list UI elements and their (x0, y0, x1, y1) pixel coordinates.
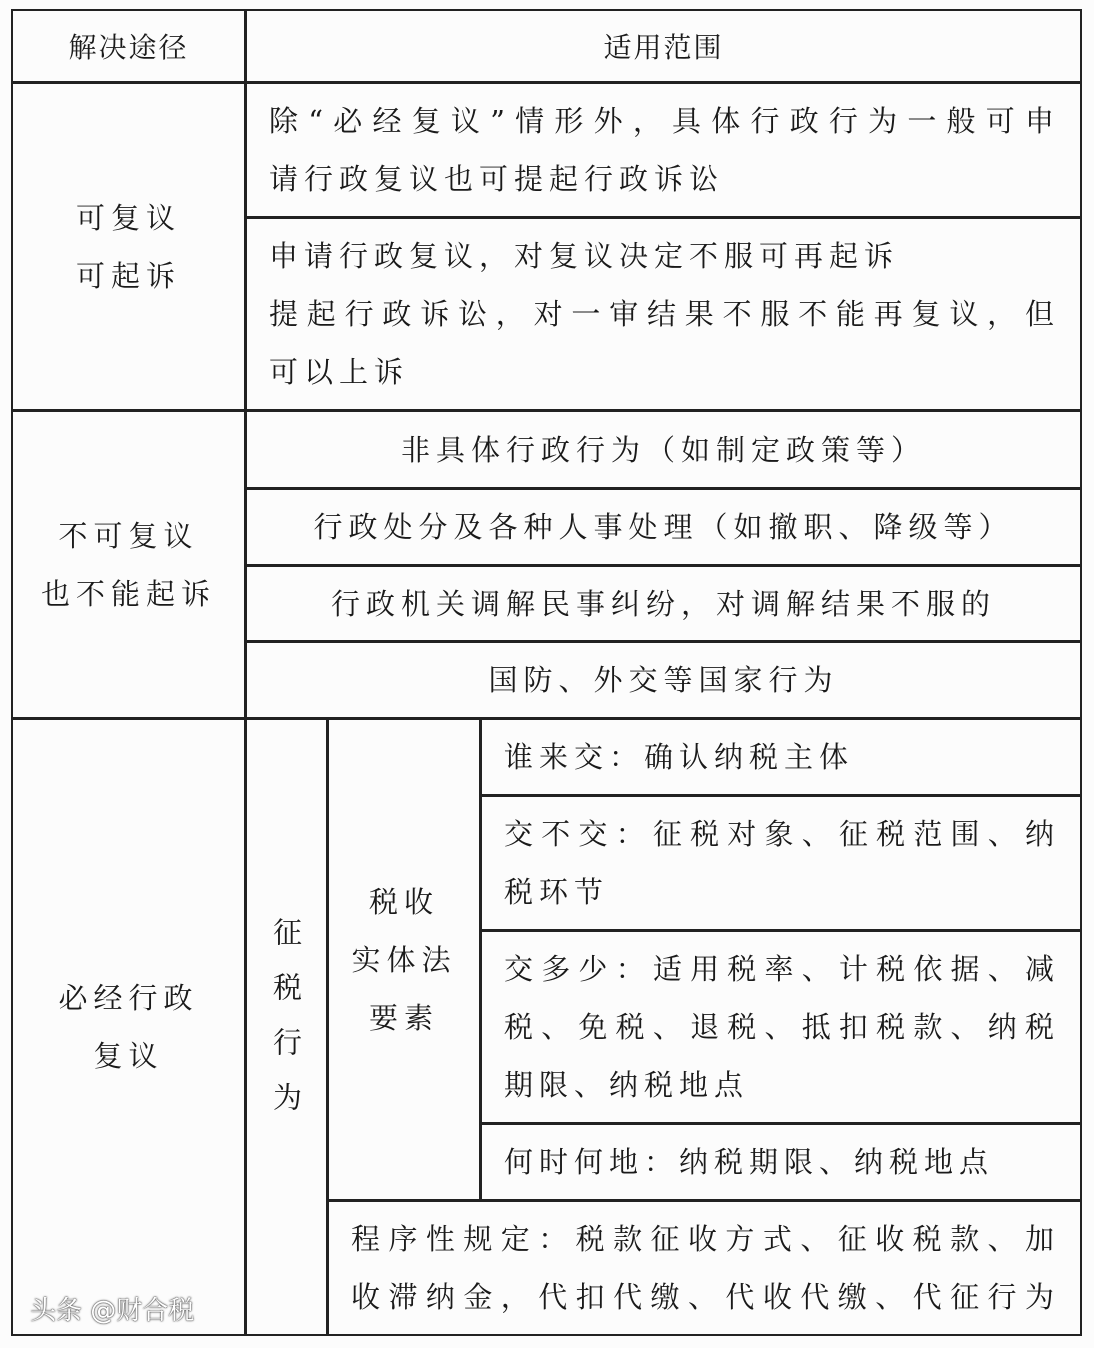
group2-row (245, 488, 1082, 566)
watermark: 头条 @财合税 (30, 1296, 195, 1326)
label-line: 可复议 (75, 200, 181, 235)
text-line: 交多少：适用税率、计税依据、减 (504, 952, 1060, 986)
label-line: 不可复议 (58, 518, 199, 553)
text-line: 交不交：征税对象、征税范围、纳 (504, 817, 1060, 851)
group3-row (480, 1123, 1082, 1201)
label-line: 要素 (368, 1000, 439, 1035)
group3-row (480, 718, 1082, 796)
header-approach (11, 9, 246, 83)
label-line: 复议 (93, 1039, 164, 1073)
text-line: 程序性规定：税款征收方式、征收税款、加 (351, 1222, 1060, 1256)
label-line: 税收 (368, 884, 439, 919)
label-line: 实体法 (351, 942, 457, 977)
text-line: 税环节 (504, 875, 610, 909)
group3-row (480, 795, 1082, 931)
text-line: 何时何地：纳税期限、纳税地点 (504, 1145, 995, 1179)
label-line: 可起诉 (75, 258, 181, 293)
header-scope (245, 9, 1082, 83)
text-line: 申请行政复议，对复议决定不服可再起诉 (269, 239, 900, 273)
text-line: 国防、外交等国家行为 (488, 663, 839, 697)
text-line: 期限、纳税地点 (504, 1068, 750, 1102)
group1-row (245, 217, 1082, 411)
tax-behavior-cell (245, 718, 328, 1336)
text-line: 税、免税、退税、抵扣税款、纳税 (504, 1010, 1060, 1044)
group1-row (245, 82, 1082, 218)
text-line: 提起行政诉讼，对一审结果不服不能再复议，但 (269, 297, 1060, 331)
group3-row (480, 930, 1082, 1124)
group1-label (11, 82, 246, 411)
group2-row (245, 565, 1082, 642)
procedural-row (327, 1200, 1082, 1336)
text-line: 非具体行政行为（如制定政策等） (400, 432, 926, 467)
substantive-law-cell (327, 718, 481, 1201)
group3-label (11, 718, 246, 1336)
text-line: 谁来交：确认纳税主体 (504, 740, 855, 774)
group2-label (11, 410, 246, 719)
vertical-label: 征税行为 (269, 917, 303, 1137)
group2-row (245, 410, 1082, 489)
text-line: 行政机关调解民事纠纷，对调解结果不服的 (330, 586, 996, 621)
group2-row (245, 641, 1082, 719)
text-line: 收滞纳金，代扣代缴、代收代缴、代征行为 (351, 1280, 1060, 1314)
text-line: 可以上诉 (269, 355, 410, 389)
text-line: 除“必经复议”情形外，具体行政行为一般可申 (269, 104, 1060, 138)
header-label: 适用范围 (603, 31, 724, 64)
text-line: 行政处分及各种人事处理（如撤职、降级等） (313, 510, 1014, 544)
label-line: 必经行政 (58, 981, 199, 1015)
text-line: 请行政复议也可提起行政诉讼 (269, 162, 725, 196)
header-label: 解决途径 (68, 31, 189, 64)
label-line: 也不能起诉 (40, 576, 216, 611)
